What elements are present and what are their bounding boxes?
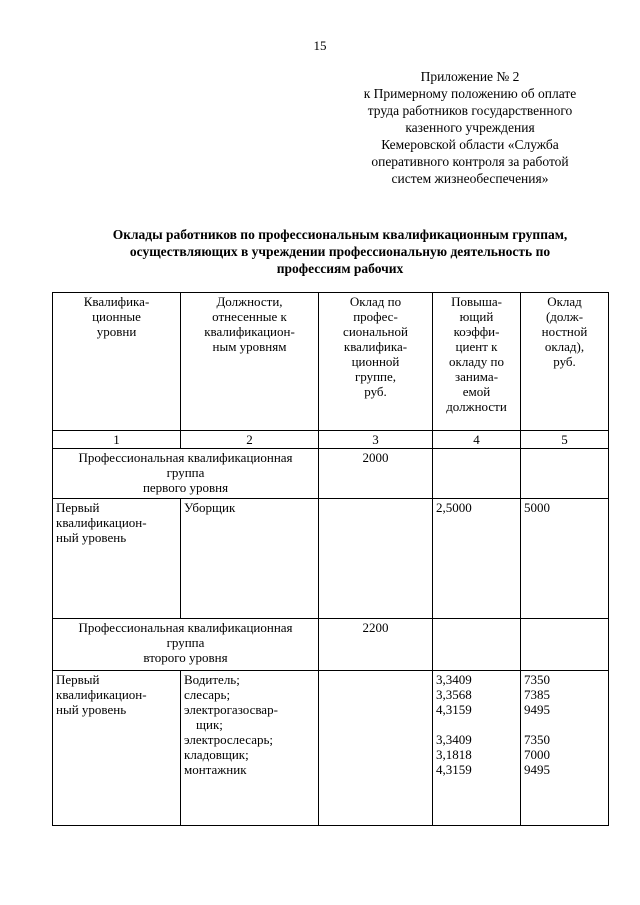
page-number: 15: [313, 38, 327, 53]
column-number: 2: [181, 431, 319, 449]
group1-row: [53, 449, 609, 499]
column-number: 1: [53, 431, 181, 449]
group1-position: Уборщик: [181, 499, 319, 619]
column-number: 3: [319, 431, 433, 449]
group2-row: [53, 619, 609, 671]
appendix-line: Кемеровской области «Служба: [381, 137, 559, 152]
column-number: 4: [433, 431, 521, 449]
group2-level-row: [53, 671, 609, 826]
group1-amount: 5000: [521, 499, 609, 619]
group2-level: Первый квалификацион- ный уровень: [53, 671, 181, 826]
appendix-line: труда работников государственного: [367, 103, 573, 118]
header-qualification-levels: Квалифика- ционные уровни: [53, 293, 181, 431]
header-coefficient: Повыша- ющий коэффи- циент к окладу по занима- емой должности: [433, 293, 521, 431]
group1-coefficient: 2,5000: [433, 499, 521, 619]
group1-level-row: [53, 499, 609, 619]
group2-positions: Водитель; слесарь; электрогазосвар- щик; электрослесарь; кладовщик; монтажник: [181, 671, 319, 826]
header-group-salary: Оклад по профес- сиональной квалифика- ционной группе, руб.: [319, 293, 433, 431]
header-positions: Должности, отнесенные к квалификацион- ным уровням: [181, 293, 319, 431]
document-title: [60, 226, 620, 277]
appendix-heading: [340, 68, 600, 187]
title-line: Оклады работников по профессиональным квалификационным группам,: [112, 227, 568, 242]
group2-amounts: 7350 7385 9495 7350 7000 9495: [521, 671, 609, 826]
group1-level: Первый квалификацион- ный уровень: [53, 499, 181, 619]
appendix-line: Приложение № 2: [420, 69, 520, 84]
group2-name: Профессиональная квалификационная группа второго уровня: [53, 619, 319, 671]
group1-name: Профессиональная квалификационная группа первого уровня: [53, 449, 319, 499]
column-number: 5: [521, 431, 609, 449]
appendix-line: оперативного контроля за работой: [371, 154, 569, 169]
group2-coefficients: 3,3409 3,3568 4,3159 3,3409 3,1818 4,3159: [433, 671, 521, 826]
title-line: профессиям рабочих: [276, 261, 404, 276]
appendix-line: казенного учреждения: [405, 120, 535, 135]
appendix-line: к Примерному положению об оплате: [363, 86, 577, 101]
appendix-line: систем жизнеобеспечения»: [391, 171, 549, 186]
title-line: осуществляющих в учреждении профессиональную деятельность по: [129, 244, 551, 259]
salary-table: [52, 292, 609, 826]
column-number-row: [53, 431, 609, 449]
header-row: [53, 293, 609, 431]
group2-salary: 2200: [319, 619, 433, 671]
header-salary: Оклад (долж- ностной оклад), руб.: [521, 293, 609, 431]
group1-salary: 2000: [319, 449, 433, 499]
